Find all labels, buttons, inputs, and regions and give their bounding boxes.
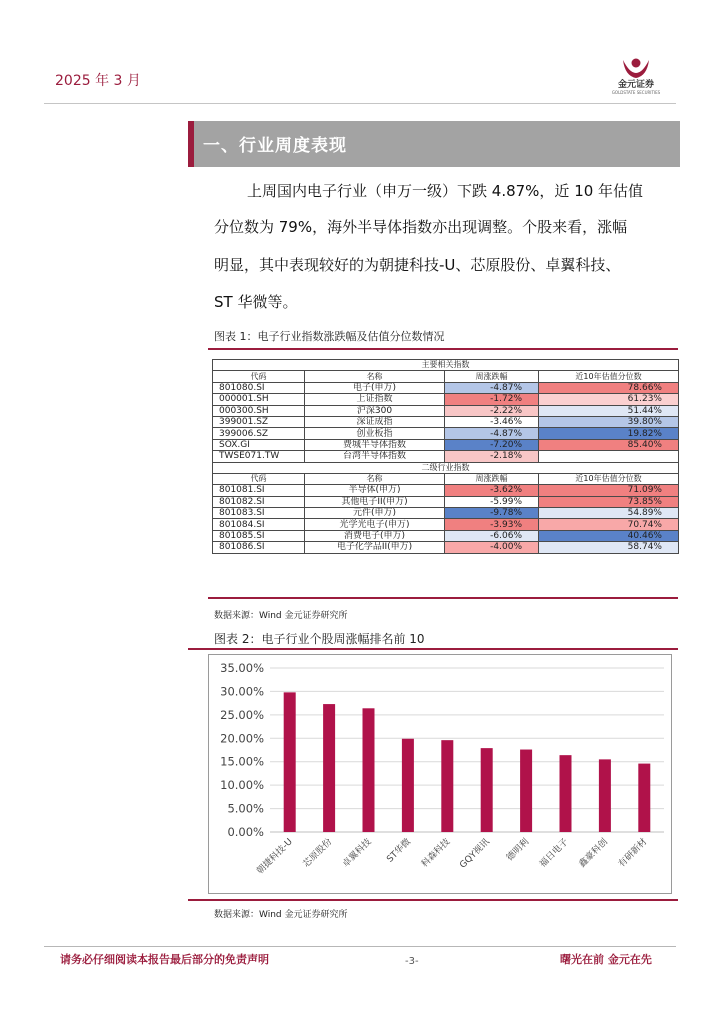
paragraph-line: 明显，其中表现较好的为朝捷科技-U、芯原股份、卓翼科技、 [214, 256, 621, 274]
table-cell-pct: 51.44% [539, 405, 679, 416]
x-category-label: GQY视讯 [458, 837, 492, 871]
figure2-top-rule [188, 648, 678, 650]
table-row [213, 485, 679, 496]
table-cell-chg: -2.22% [445, 405, 539, 416]
table-cell-name: 台湾半导体指数 [305, 451, 445, 462]
footer-slogan: 曙光在前 金元在先 [560, 953, 652, 966]
x-category-label: 有研新材 [616, 837, 650, 870]
table-cell-code: 399006.SZ [213, 428, 305, 439]
table-header-row [213, 473, 679, 484]
table-cell-chg: -3.93% [445, 519, 539, 530]
y-tick-label: 5.00% [227, 801, 264, 816]
header-divider [44, 103, 676, 104]
table-row [213, 496, 679, 507]
x-category-label: 卓翼科技 [341, 837, 374, 870]
table-group-title-row [213, 360, 679, 371]
bar [560, 755, 572, 832]
table-row [213, 394, 679, 405]
x-category-label: 德明利 [505, 837, 532, 864]
table-header-row [213, 371, 679, 382]
table-cell-pct: 85.40% [539, 439, 679, 450]
table-cell-name: 深证成指 [305, 416, 445, 427]
logo-name: 金元证券 [617, 80, 654, 90]
figure2-bottom-rule [188, 899, 678, 901]
y-tick-label: 0.00% [227, 825, 264, 839]
table-cell-chg: -5.99% [445, 496, 539, 507]
table-cell-pct: 39.80% [539, 416, 679, 427]
table-cell-name: 消费电子(申万) [305, 530, 445, 541]
figure1-source: 数据来源：Wind 金元证券研究所 [214, 611, 348, 621]
table-cell-chg: -4.87% [445, 382, 539, 393]
table-cell-pct: 19.82% [539, 428, 679, 439]
table-cell-code: 399001.SZ [213, 416, 305, 427]
table-column-header: 近10年估值分位数 [539, 473, 679, 484]
y-tick-label: 35.00% [220, 661, 264, 675]
x-category-label: ST华微 [385, 837, 414, 865]
table-row [213, 382, 679, 393]
figure2-caption: 图表 2：电子行业个股周涨幅排名前 10 [214, 632, 425, 646]
table-cell-name: 创业板指 [305, 428, 445, 439]
y-tick-label: 25.00% [220, 707, 264, 722]
table-row [213, 416, 679, 427]
bar [441, 740, 453, 832]
table-cell-chg: -4.00% [445, 542, 539, 553]
x-category-label: 鑫豪科创 [577, 837, 611, 870]
table-row [213, 530, 679, 541]
table-cell-name: 电子(申万) [305, 382, 445, 393]
x-category-label: 芯原股份 [301, 837, 335, 870]
table-cell-code: 801085.SI [213, 530, 305, 541]
table-cell-name: 电子化学品II(申万) [305, 542, 445, 553]
table-cell-pct: 54.89% [539, 508, 679, 519]
figure1-bottom-rule [208, 597, 678, 599]
table-row [213, 439, 679, 450]
table-column-header: 周涨跌幅 [445, 371, 539, 382]
y-tick-label: 15.00% [220, 754, 264, 769]
table-cell-code: 000300.SH [213, 405, 305, 416]
table-cell-pct: 58.74% [539, 542, 679, 553]
table-column-header: 代码 [213, 473, 305, 484]
table-cell-pct: 70.74% [539, 519, 679, 530]
x-category-label: 朝捷科技-U [255, 837, 295, 877]
table-cell-pct [539, 451, 679, 462]
paragraph-line: 分位数为 79%，海外半导体指数亦出现调整。个股来看，涨幅 [214, 218, 628, 236]
table-row [213, 405, 679, 416]
table-cell-name: 其他电子II(申万) [305, 496, 445, 507]
section-title-accent [188, 121, 194, 167]
table-row [213, 508, 679, 519]
table-column-header: 代码 [213, 371, 305, 382]
table-cell-chg: -1.72% [445, 394, 539, 405]
logo-mark-icon [621, 54, 651, 80]
bar [323, 704, 335, 832]
figure1-top-rule [208, 348, 678, 350]
table-cell-name: 光学光电子(申万) [305, 519, 445, 530]
bar [363, 708, 375, 832]
table-cell-code: 801081.SI [213, 485, 305, 496]
paragraph-line: ST 华微等。 [214, 293, 298, 311]
table-column-header: 周涨跌幅 [445, 473, 539, 484]
bar [599, 759, 611, 832]
table-cell-code: 801086.SI [213, 542, 305, 553]
table-cell-name: 费城半导体指数 [305, 439, 445, 450]
table-column-header: 名称 [305, 371, 445, 382]
figure2-source: 数据来源：Wind 金元证券研究所 [214, 910, 348, 920]
table-cell-pct: 71.09% [539, 485, 679, 496]
table-group-title: 主要相关指数 [213, 360, 679, 371]
x-category-label: 科森科技 [419, 837, 453, 870]
table-column-header: 名称 [305, 473, 445, 484]
bar [402, 739, 414, 832]
table-cell-name: 上证指数 [305, 394, 445, 405]
table-cell-pct: 78.66% [539, 382, 679, 393]
figure1-caption: 图表 1：电子行业指数涨跌幅及估值分位数情况 [214, 330, 445, 343]
table-cell-chg: -9.78% [445, 508, 539, 519]
table-cell-chg: -3.46% [445, 416, 539, 427]
page-number: -3- [405, 956, 419, 967]
footer-divider [44, 946, 676, 947]
table-row [213, 542, 679, 553]
bar [481, 748, 493, 832]
table-cell-chg: -6.06% [445, 530, 539, 541]
table-cell-code: TWSE071.TW [213, 451, 305, 462]
table-cell-code: 801083.SI [213, 508, 305, 519]
table-cell-code: 000001.SH [213, 394, 305, 405]
table-cell-pct: 61.23% [539, 394, 679, 405]
table-cell-name: 元件(申万) [305, 508, 445, 519]
y-tick-label: 20.00% [220, 731, 264, 746]
table-cell-pct: 40.46% [539, 530, 679, 541]
y-tick-label: 30.00% [220, 684, 264, 699]
bar [520, 750, 532, 832]
table-group-title-row [213, 462, 679, 473]
report-date: 2025 年 3 月 [55, 73, 141, 89]
bar [284, 692, 296, 832]
bar [638, 764, 650, 832]
table-cell-pct: 73.85% [539, 496, 679, 507]
table-cell-chg: -2.18% [445, 451, 539, 462]
y-tick-label: 10.00% [220, 778, 264, 793]
paragraph-line: 上周国内电子行业（申万一级）下跌 4.87%，近 10 年估值 [247, 182, 644, 200]
table-cell-code: 801084.SI [213, 519, 305, 530]
table-cell-code: 801082.SI [213, 496, 305, 507]
top10-gainers-bar-chart [208, 654, 672, 894]
table-cell-code: 801080.SI [213, 382, 305, 393]
table-group-title: 二级行业指数 [213, 462, 679, 473]
x-category-label: 福日电子 [538, 837, 571, 870]
table-cell-name: 半导体(申万) [305, 485, 445, 496]
table-row [213, 519, 679, 530]
table-cell-chg: -7.20% [445, 439, 539, 450]
table-cell-name: 沪深300 [305, 405, 445, 416]
table-cell-code: SOX.GI [213, 439, 305, 450]
disclaimer-notice: 请务必仔细阅读本报告最后部分的免责声明 [60, 953, 269, 966]
index-performance-table [212, 359, 679, 554]
table-cell-chg: -3.62% [445, 485, 539, 496]
table-row [213, 428, 679, 439]
logo-english-name: GOLDSTATE SECURITIES [611, 90, 661, 95]
company-logo [608, 54, 664, 104]
section-title: 一、行业周度表现 [203, 136, 347, 156]
table-column-header: 近10年估值分位数 [539, 371, 679, 382]
table-cell-chg: -4.87% [445, 428, 539, 439]
table-row [213, 451, 679, 462]
